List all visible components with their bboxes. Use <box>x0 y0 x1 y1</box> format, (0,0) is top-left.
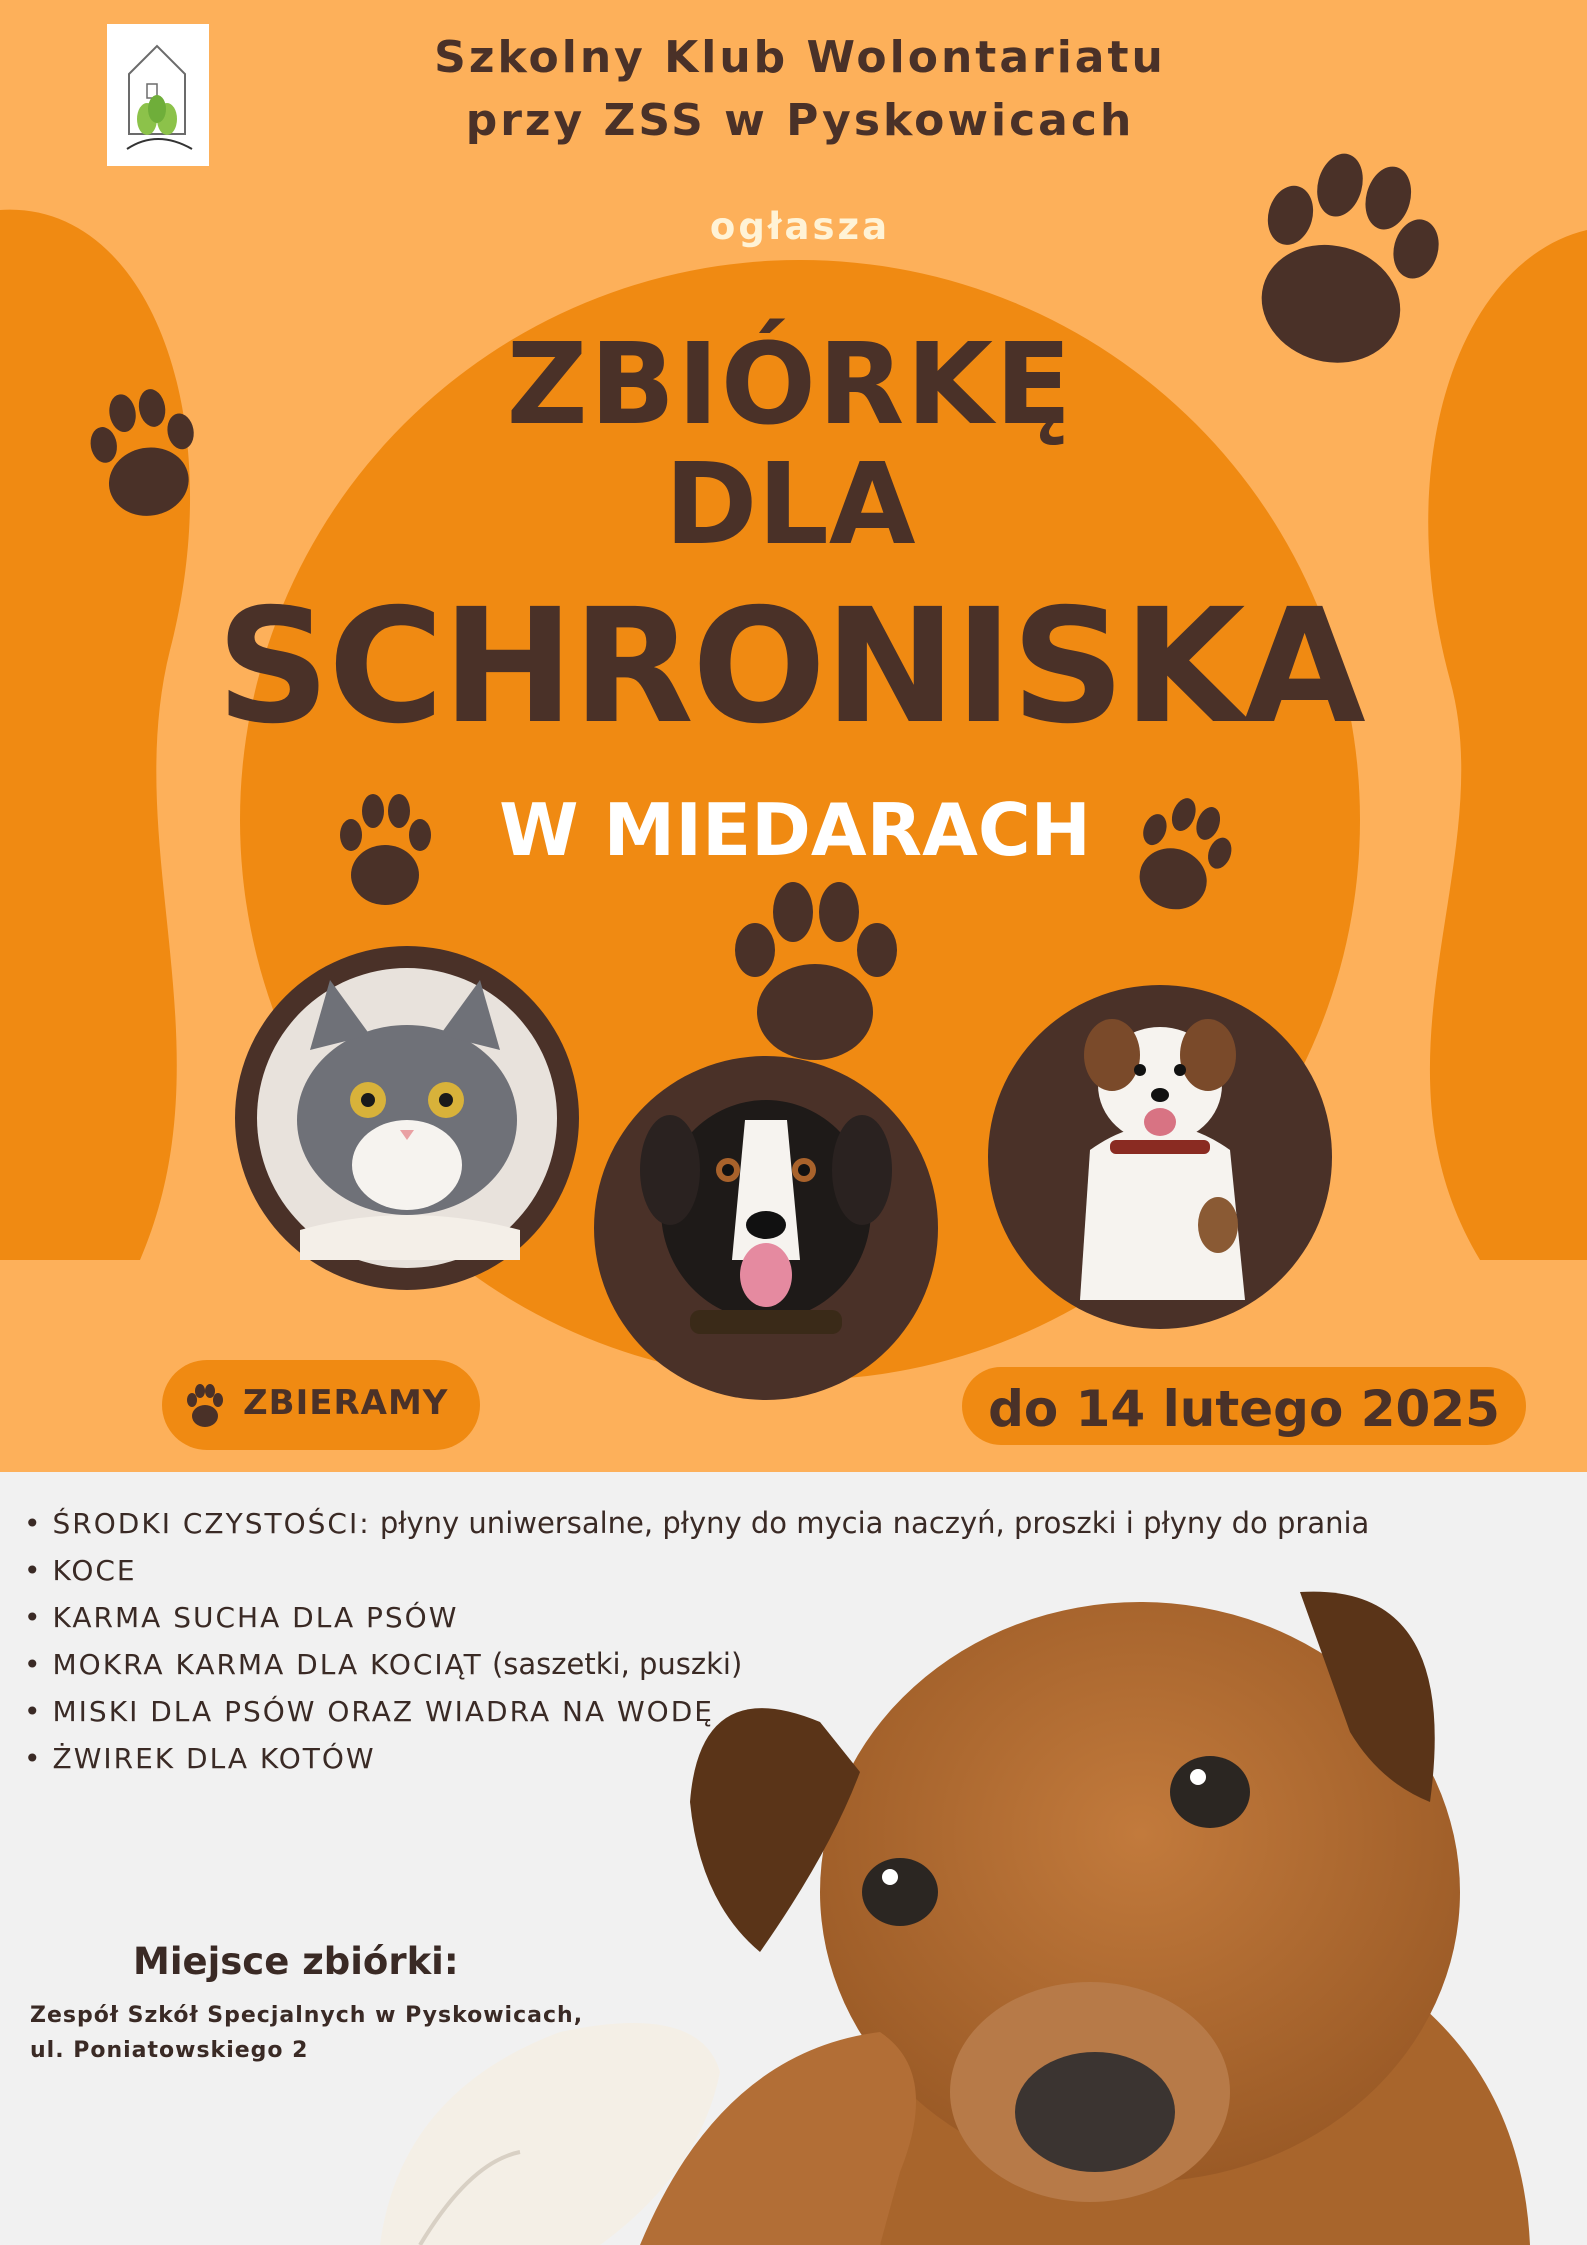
club-logo <box>107 24 209 166</box>
title-line-1: ZBIÓRKĘ <box>506 320 1074 450</box>
left-wave <box>0 210 190 1260</box>
list-item: • KOCE <box>24 1554 137 1587</box>
organizer-line-2: przy ZSS w Pyskowicach <box>465 95 1135 146</box>
paw-icon <box>178 1378 232 1432</box>
item-label: ŚRODKI CZYSTOŚCI: <box>52 1507 371 1540</box>
place-line-2: ul. Poniatowskiego 2 <box>30 2038 309 2063</box>
item-detail: (saszetki, puszki) <box>482 1647 743 1681</box>
place-heading: Miejsce zbiórki: <box>133 1940 459 1983</box>
title-line-3: SCHRONISKA <box>216 575 1364 759</box>
right-wave <box>1428 230 1587 1260</box>
dog2-illustration <box>1080 1019 1245 1300</box>
item-label: MOKRA KARMA DLA KOCIĄT <box>52 1648 483 1681</box>
item-label: KOCE <box>52 1554 137 1587</box>
item-label: ŻWIREK DLA KOTÓW <box>52 1742 376 1775</box>
list-item: • KARMA SUCHA DLA PSÓW <box>24 1601 459 1634</box>
item-label: KARMA SUCHA DLA PSÓW <box>52 1601 459 1634</box>
house-plant-logo-icon <box>107 24 209 166</box>
title-line-2: DLA <box>664 440 916 570</box>
item-detail: płyny uniwersalne, płyny do mycia naczyń, proszki i płyny do prania <box>370 1506 1370 1540</box>
bottom-section <box>0 1472 1587 2245</box>
list-item: • ŚRODKI CZYSTOŚCI: płyny uniwersalne, płyny do mycia naczyń, proszki i płyny do prania <box>24 1506 1370 1540</box>
deadline-text: do 14 lutego 2025 <box>988 1380 1500 1438</box>
announces-text: ogłasza <box>709 205 891 248</box>
collecting-label: ZBIERAMY <box>243 1383 449 1423</box>
list-item: • ŻWIREK DLA KOTÓW <box>24 1742 376 1775</box>
place-line-1: Zespół Szkół Specjalnych w Pyskowicach, <box>30 2003 584 2028</box>
collection-list <box>24 1500 1369 1782</box>
title-line-4: W MIEDARACH <box>499 788 1091 872</box>
organizer-line-1: Szkolny Klub Wolontariatu <box>434 32 1166 83</box>
list-item: • MISKI DLA PSÓW ORAZ WIADRA NA WODĘ <box>24 1695 714 1728</box>
list-item: • MOKRA KARMA DLA KOCIĄT (saszetki, puszki) <box>24 1647 743 1681</box>
item-label: MISKI DLA PSÓW ORAZ WIADRA NA WODĘ <box>52 1695 714 1728</box>
